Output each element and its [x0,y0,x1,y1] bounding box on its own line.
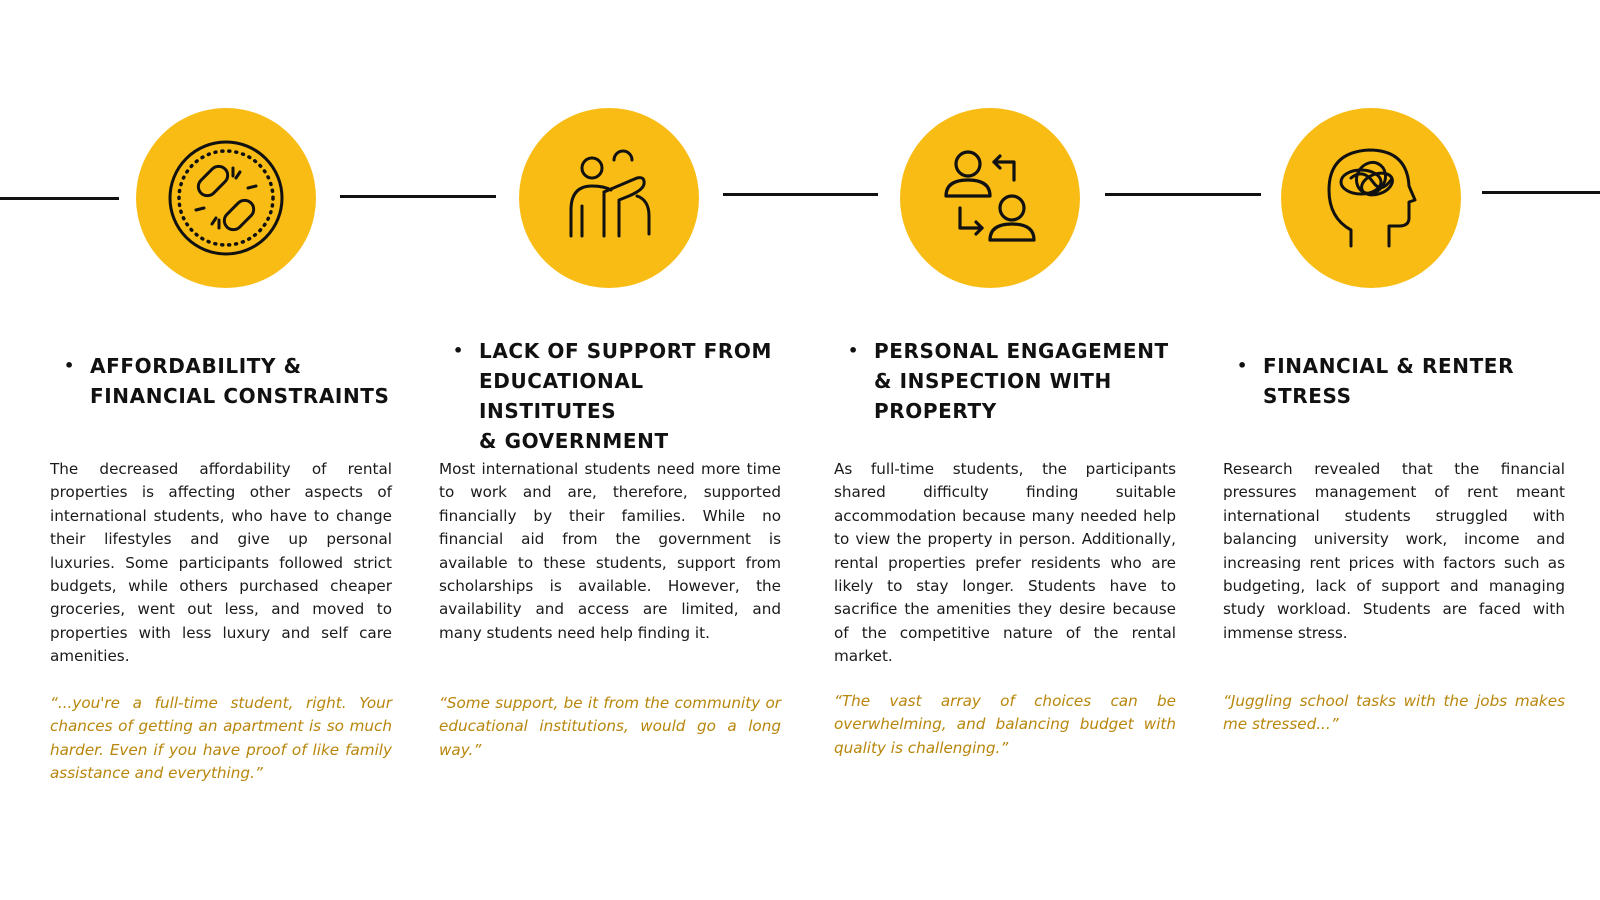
heading-line: PERSONAL ENGAGEMENT [874,339,1169,363]
timeline-line [723,193,878,196]
column-quote: “The vast array of choices can be overwhelming, and balancing budget with quality is challenging.” [834,692,1176,757]
column-quote: “Some support, be it from the community or educational institutions, would go a long way.” [439,694,781,759]
timeline-line [1482,191,1600,194]
column-quote: “Juggling school tasks with the jobs makes me stressed...” [1223,692,1565,734]
column-affordability [50,351,392,411]
heading-line: FINANCIAL & RENTER [1263,354,1515,378]
column-body: As full-time students, the participants shared difficulty finding suitable accommodation because many needed help to view the property in person. Additionally, rental properties prefer residents who are likely to stay longer. Students have to sacrifice the amenities they desire because of the competitive nature of the rental market. [834,460,1176,666]
bullet-icon: • [453,341,464,360]
stress-icon-circle [1281,108,1461,288]
support-icon-circle [519,108,699,288]
bullet-icon: • [1237,356,1248,375]
timeline-line [1105,193,1261,196]
column-heading [1223,351,1565,411]
affordability-icon-circle [136,108,316,288]
column-body: Most international students need more time to work and are, therefore, supported financially by their families. While no financial aid from the government is available to these students, support from scholarships is available. However, the availability and access are limited, and many students need help finding it. [439,460,781,642]
heading-line: EDUCATIONAL INSTITUTES [479,369,644,423]
timeline-line [0,197,119,200]
heading-line: AFFORDABILITY & [90,354,302,378]
timeline-line [340,195,496,198]
bullet-icon: • [848,341,859,360]
heading-line: LACK OF SUPPORT FROM [479,339,773,363]
column-engagement [834,336,1176,426]
user-exchange-icon [930,138,1050,258]
heading-line: FINANCIAL CONSTRAINTS [90,384,390,408]
column-heading [439,336,781,456]
support-people-icon [549,138,669,258]
bullet-icon: • [64,356,75,375]
heading-line: PROPERTY [874,399,997,423]
column-stress [1223,351,1565,411]
heading-line: & INSPECTION WITH [874,369,1112,393]
column-body: Research revealed that the financial pressures management of rent meant international students struggled with balancing university work, income and increasing rent prices with factors such as budgeting, lack of support and managing study workload. Students are faced with immense stress. [1223,460,1565,642]
heading-line: & GOVERNMENT [479,429,669,453]
heading-line: STRESS [1263,384,1352,408]
column-body: The decreased affordability of rental properties is affecting other aspects of international students, who have to change their lifestyles and give up personal luxuries. Some participants followed strict budgets, while others purchased cheaper groceries, went out less, and moved to properties with less luxury and self care amenities. [50,460,392,666]
column-support [439,336,781,456]
column-heading [834,336,1176,426]
engagement-icon-circle [900,108,1080,288]
stressed-head-icon [1311,138,1431,258]
column-quote: “...you're a full-time student, right. Your chances of getting an apartment is so much harder. Even if you have proof of like family assistance and everything.” [50,694,392,783]
column-heading [50,351,392,411]
broken-link-coin-icon [166,138,286,258]
